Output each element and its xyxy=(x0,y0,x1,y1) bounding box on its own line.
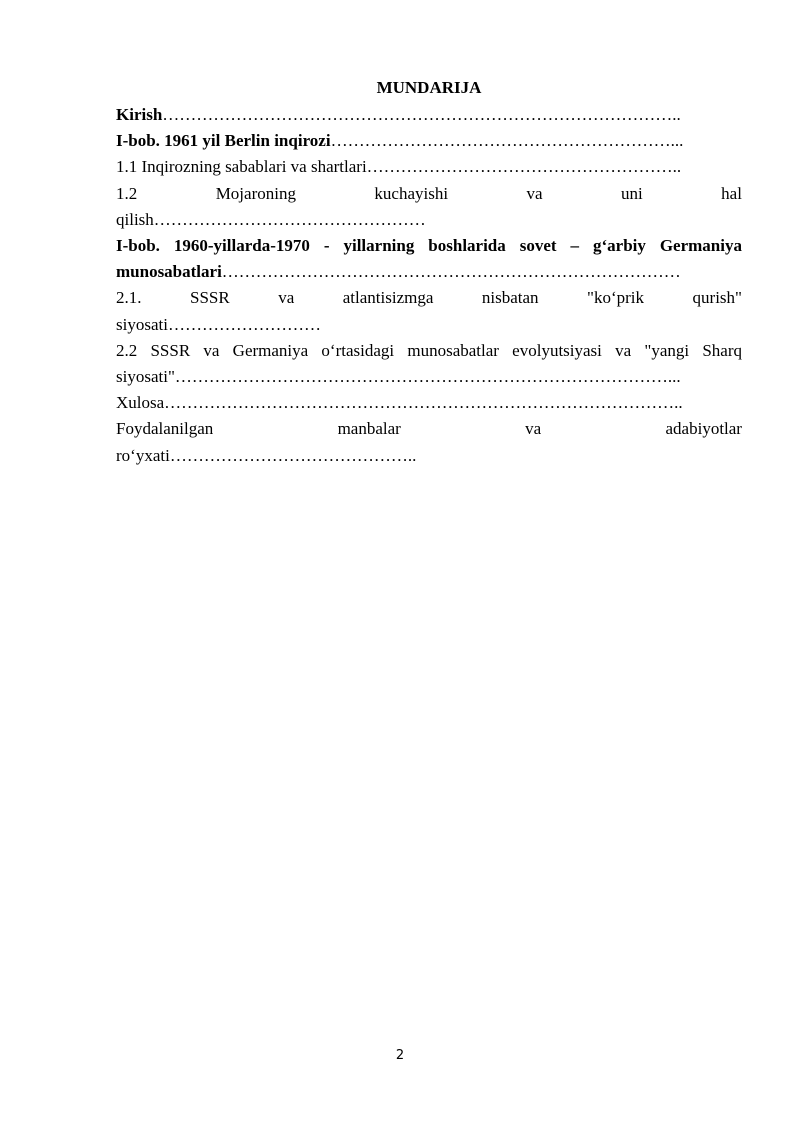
toc-entry-line-1 xyxy=(116,285,742,311)
toc-leader-dots: ……………………………………………………... xyxy=(330,131,684,151)
toc-word: nisbatan xyxy=(481,288,539,308)
toc-entry-line-2 xyxy=(116,312,742,338)
toc-entry-label: ro‘yxati xyxy=(116,445,170,465)
toc-leader-dots: ………………………………………… xyxy=(153,209,426,229)
toc-entry-chapter-2 xyxy=(116,233,742,285)
toc-word: 2.1. xyxy=(116,288,142,308)
toc-entry-label: Kirish xyxy=(116,105,163,124)
toc-entry-label: qilish xyxy=(116,209,154,229)
toc-word: kuchayishi xyxy=(374,183,449,203)
toc-word: "ko‘prik xyxy=(587,288,645,308)
toc-word: va xyxy=(526,183,543,203)
toc-word: va xyxy=(278,288,295,308)
toc-entry-references xyxy=(116,416,742,468)
toc-entry-line-2 xyxy=(116,259,742,285)
toc-word: uni xyxy=(620,183,643,203)
toc-word: hal xyxy=(721,183,742,203)
toc-title: MUNDARIJA xyxy=(376,78,482,97)
toc-entry-chapter-1 xyxy=(116,128,742,154)
toc-word: Foydalanilgan xyxy=(116,419,214,439)
toc-entry-line-1 xyxy=(116,181,742,207)
toc-entry-label: I-bob. 1961 yil Berlin inqirozi xyxy=(116,131,331,151)
toc-leader-dots: …………………………………….. xyxy=(169,445,417,465)
toc-word: qurish" xyxy=(692,288,742,308)
toc-entry-label: Xulosa xyxy=(116,393,165,413)
toc-entry-line-1 xyxy=(116,416,742,442)
toc-entry-label: siyosati" xyxy=(116,367,175,387)
toc-word: atlantisizmga xyxy=(342,288,434,308)
toc-word: 1.2 xyxy=(116,183,138,203)
toc-leader-dots: ……………………… xyxy=(167,314,321,334)
toc-leader-dots: ……………………………………………………………………… xyxy=(221,262,681,282)
toc-word: Mojaroning xyxy=(215,183,296,203)
page-number: 2 xyxy=(395,1048,405,1063)
toc-word: manbalar xyxy=(337,419,401,439)
toc-entry-2-2 xyxy=(116,338,742,390)
toc-entry-line-2 xyxy=(116,364,742,390)
toc-entry-introduction xyxy=(116,102,742,128)
toc-entry-label: 1.1 Inqirozning sabablari va shartlari xyxy=(116,157,367,177)
toc-entry-label: siyosati xyxy=(116,314,168,334)
toc-leader-dots: ……………………………………………….. xyxy=(366,157,682,177)
toc-entry-1-1 xyxy=(116,154,742,180)
toc-entry-line-1: I-bob. 1960-yillarda-1970 - yillarning boshlarida sovet – g‘arbiy Germaniya xyxy=(116,236,742,256)
toc-leader-dots: ……………………………………………………………………………….. xyxy=(164,393,683,413)
toc-leader-dots: ……………………………………………………………………………….. xyxy=(162,105,681,124)
toc-entry-2-1 xyxy=(116,285,742,337)
toc-entry-1-2 xyxy=(116,181,742,233)
toc-word: SSSR xyxy=(190,288,230,308)
toc-entry-line-1: 2.2 SSSR va Germaniya o‘rtasidagi munosabatlar evolyutsiyasi va "yangi Sharq xyxy=(116,340,742,360)
toc-word: adabiyotlar xyxy=(665,419,742,439)
toc-leader-dots: ……………………………………………………………………………... xyxy=(174,367,681,387)
toc-entry-line-2 xyxy=(116,443,742,469)
toc-entry-label: munosabatlari xyxy=(116,262,222,282)
toc-word: va xyxy=(525,419,542,439)
toc-entry-conclusion xyxy=(116,390,742,416)
table-of-contents xyxy=(116,74,742,469)
toc-entry-line-2 xyxy=(116,207,742,233)
